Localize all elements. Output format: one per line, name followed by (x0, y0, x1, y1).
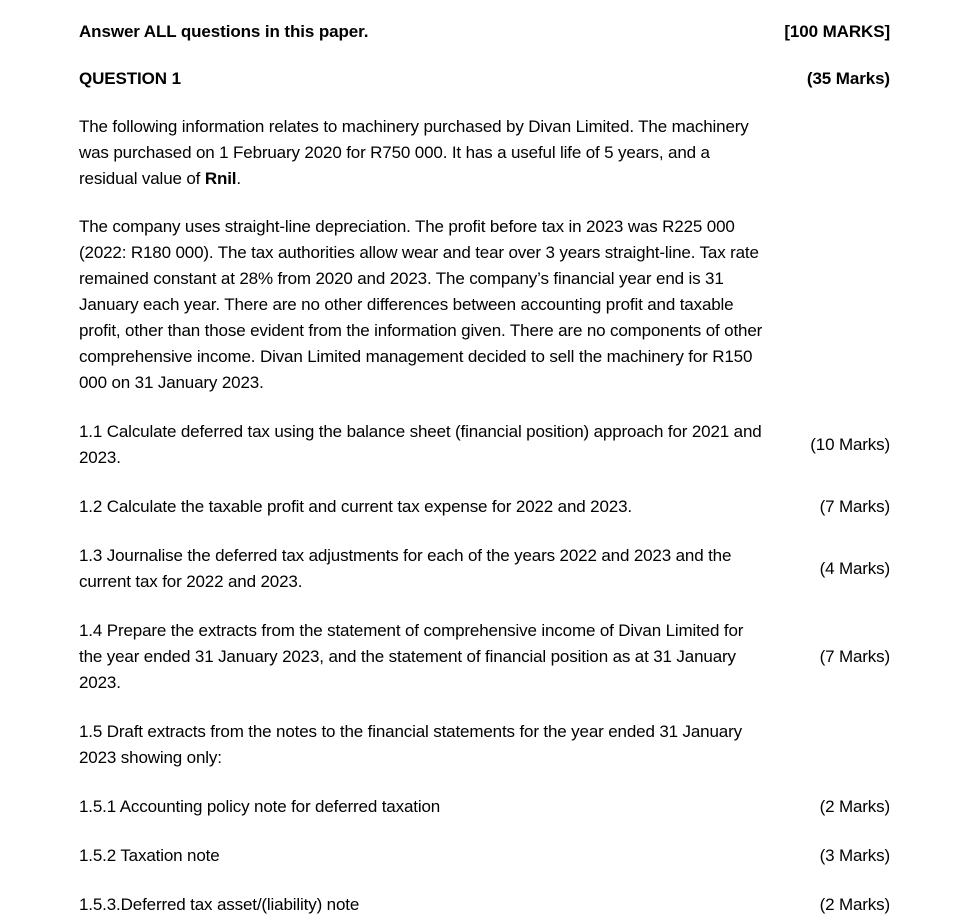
question-item-1-4-text: 1.4 Prepare the extracts from the statement of comprehensive income of Divan Limited for the year ended 31 January 2023, and the statement of financial position as at 31 January 2023. (79, 621, 744, 692)
answer-all-instruction: Answer ALL questions in this paper. (79, 22, 369, 41)
question-item-1-3-marks: (4 Marks) (819, 559, 890, 578)
question-item-1-5-2 (79, 843, 890, 869)
intro-paragraph-1-text-b: . (236, 169, 241, 188)
question-item-1-5-3 (79, 892, 890, 918)
question-item-1-5-3-text: 1.5.3.Deferred tax asset/(liability) note (79, 895, 360, 914)
intro-paragraph-2: The company uses straight-line depreciation. The profit before tax in 2023 was R225 000 (2022: R180 000). The tax authorities allow wear and tear over 3 years straight-line. Tax rate remained constant at 28% from 2020 and 2023. The company’s financial year end is 31 January each year. There are no other differences between accounting profit and taxable profit, other than those evident from the information given. There are no components of other comprehensive income. Divan Limited management decided to sell the machinery for R150 000 on 31 January 2023. (79, 217, 763, 392)
question-title: QUESTION 1 (79, 69, 181, 88)
paper-header (79, 19, 890, 45)
question-item-1-5-3-marks: (2 Marks) (819, 895, 890, 914)
question-item-1-1-marks: (10 Marks) (810, 435, 890, 454)
intro-paragraph-1 (79, 114, 769, 192)
question-item-1-5 (79, 719, 890, 771)
question-item-1-5-1-marks: (2 Marks) (819, 797, 890, 816)
question-item-1-5-2-marks: (3 Marks) (819, 846, 890, 865)
question-item-1-5-text: 1.5 Draft extracts from the notes to the financial statements for the year ended 31 January 2023 showing only: (79, 722, 742, 767)
question-item-1-1 (79, 419, 890, 471)
question-item-1-4-marks: (7 Marks) (819, 647, 890, 666)
question-heading (79, 66, 890, 92)
residual-value-emphasis: Rnil (204, 169, 237, 188)
question-item-1-4 (79, 618, 890, 696)
question-item-1-1-text: 1.1 Calculate deferred tax using the balance sheet (financial position) approach for 2021 and 2023. (79, 422, 762, 467)
question-item-1-5-1-text: 1.5.1 Accounting policy note for deferred taxation (79, 797, 441, 816)
question-item-1-5-2-text: 1.5.2 Taxation note (79, 846, 220, 865)
question-item-1-3-text: 1.3 Journalise the deferred tax adjustments for each of the years 2022 and 2023 and the current tax for 2022 and 2023. (79, 546, 732, 591)
question-item-1-2-marks: (7 Marks) (819, 497, 890, 516)
question-item-1-5-1 (79, 794, 890, 820)
intro-paragraph-1-text-a: The following information relates to machinery purchased by Divan Limited. The machinery was purchased on 1 February 2020 for R750 000. It has a useful life of 5 years, and a residual value of (79, 117, 749, 188)
question-item-1-3 (79, 543, 890, 595)
question-item-1-2 (79, 494, 890, 520)
total-marks-label: [100 MARKS] (784, 22, 890, 41)
header-spacer (79, 45, 890, 66)
question-item-1-2-text: 1.2 Calculate the taxable profit and current tax expense for 2022 and 2023. (79, 497, 632, 516)
question-marks: (35 Marks) (806, 69, 890, 88)
